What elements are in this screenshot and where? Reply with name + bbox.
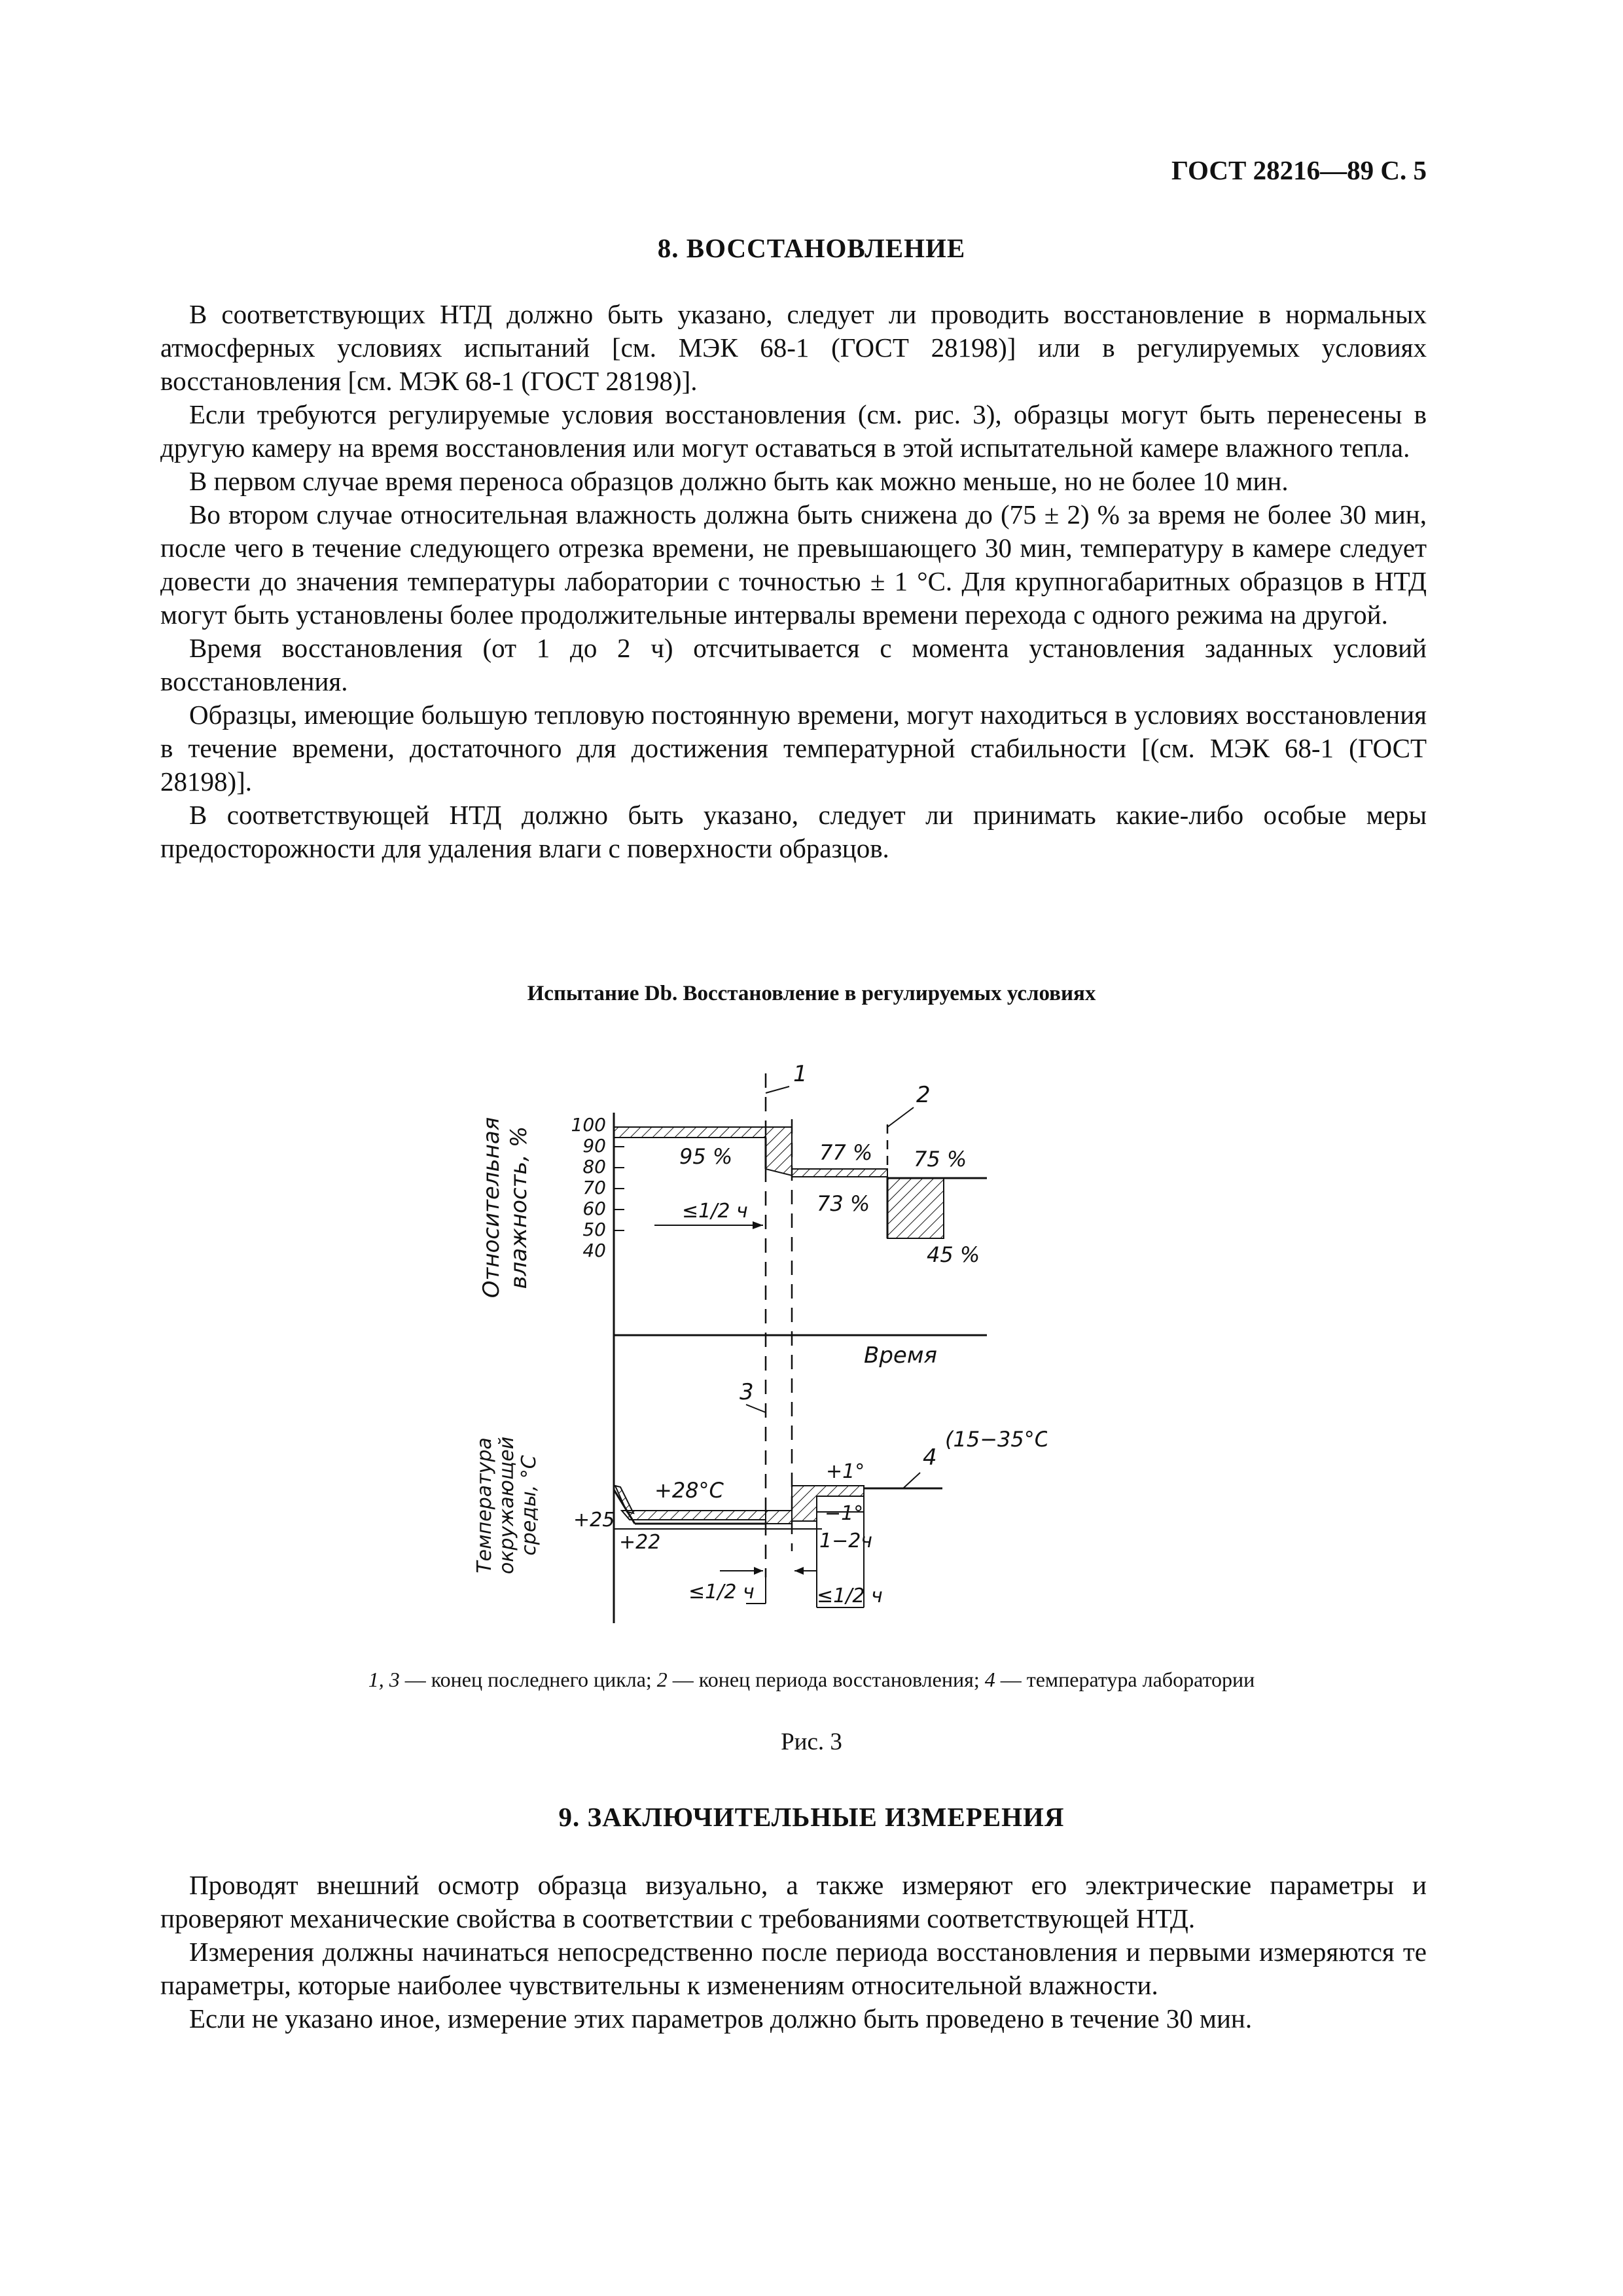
temperature-axis-label: окружающей <box>495 1436 518 1575</box>
svg-text:40: 40 <box>582 1240 606 1261</box>
svg-text:80: 80 <box>582 1156 606 1177</box>
rh-73-label: 73 % <box>817 1191 870 1216</box>
caption-part: — конец последнего цикла; <box>399 1668 657 1691</box>
section-8-body <box>160 298 1427 865</box>
caption-part: 1, 3 <box>368 1668 400 1691</box>
hours-1-2-label: 1−2ч <box>819 1530 873 1552</box>
temp-22-label: +22 <box>619 1531 661 1554</box>
plus-1-label: +1° <box>826 1460 865 1483</box>
humidity-axis-label: влажность, % <box>506 1126 532 1289</box>
paragraph: В соответствующих НТД должно быть указано, следует ли проводить восстановление в нормальных атмосферных условиях испытаний [см. МЭК 68-1 (ГОСТ 28198)] или в регулируемых условиях восстановления [см. МЭК 68-1 (ГОСТ 28198)]. <box>160 299 1427 396</box>
figure-caption <box>0 1668 1623 1692</box>
rh-75-label: 75 % <box>914 1147 967 1172</box>
half-hour-label-1: ≤1/2 ч <box>682 1200 748 1223</box>
svg-text:60: 60 <box>582 1198 606 1219</box>
callout-4: 4 <box>923 1444 937 1471</box>
rh-45-label: 45 % <box>927 1242 980 1267</box>
paragraph: Время восстановления (от 1 до 2 ч) отсчитывается с момента установления заданных условий восстановления. <box>160 633 1427 696</box>
caption-part: — конец периода восстановления; <box>667 1668 985 1691</box>
section-8-title: 8. ВОССТАНОВЛЕНИЕ <box>657 233 966 263</box>
svg-text:100: 100 <box>571 1114 606 1136</box>
minus-1-label: −1° <box>825 1502 864 1525</box>
rh-95-label: 95 % <box>679 1144 733 1169</box>
humidity-axis-label: Относительная <box>478 1117 505 1299</box>
paragraph: Образцы, имеющие большую тепловую постоянную времени, могут находиться в условиях восстановления в течение времени, достаточного для достижения температурной стабильности [(см. МЭК 68-1 (ГОСТ 28198)]. <box>160 700 1427 797</box>
lab-range-label: (15−35°С) <box>945 1427 1047 1452</box>
paragraph: Если требуются регулируемые условия восстановления (см. рис. 3), образцы могут быть перенесены в другую камеру на время восстановления или могут оставаться в этой испытательной камере влажного тепла. <box>160 399 1427 463</box>
callout-1: 1 <box>793 1061 808 1087</box>
figure-title: Испытание Db. Восстановление в регулируемых условиях <box>527 982 1096 1005</box>
temperature-axis-label: Температура <box>473 1437 496 1573</box>
humidity-curve <box>614 1127 987 1238</box>
section-9-title: 9. ЗАКЛЮЧИТЕЛЬНЫЕ ИЗМЕРЕНИЯ <box>558 1802 1065 1832</box>
half-hour-label-3: ≤1/2 ч <box>817 1585 883 1607</box>
svg-text:50: 50 <box>582 1219 606 1240</box>
section-9-body <box>160 1869 1427 2036</box>
callout-3: 3 <box>740 1379 754 1405</box>
recovery-diagram <box>458 1054 1047 1630</box>
temp-25-label: +25 <box>573 1509 615 1532</box>
figure-number: Рис. 3 <box>781 1729 842 1755</box>
paragraph: В соответствующей НТД должно быть указано, следует ли принимать какие-либо особые меры предосторожности для удаления влаги с поверхности образцов. <box>160 800 1427 863</box>
half-hour-label-2: ≤1/2 ч <box>688 1581 755 1604</box>
paragraph: Во втором случае относительная влажность должна быть снижена до (75 ± 2) % за время не более 30 мин, после чего в течение следующего отрезка времени, не превышающего 30 мин, температуру в камере следует довести до значения температуры лаборатории с точностью ± 1 °С. Для крупногабаритных образцов в НТД могут быть установлены более продолжительные интервалы времени перехода с одного режима на другой. <box>160 499 1427 630</box>
paragraph: Измерения должны начинаться непосредственно после периода восстановления и первыми измеряются те параметры, которые наиболее чувствительны к изменениям относительной влажности. <box>160 1937 1427 2000</box>
document-header: ГОСТ 28216—89 С. 5 <box>1171 155 1427 185</box>
svg-text:90: 90 <box>582 1135 606 1157</box>
temp-28-label: +28°С <box>654 1478 724 1503</box>
caption-part: 2 <box>656 1668 668 1691</box>
callout-2: 2 <box>916 1082 931 1108</box>
caption-part: 4 <box>984 1668 995 1691</box>
svg-text:70: 70 <box>582 1177 606 1198</box>
paragraph: Проводят внешний осмотр образца визуально, а также измеряют его электрические параметры и проверяют механические свойства в соответствии с требованиями соответствующей НТД. <box>160 1870 1427 1933</box>
time-axis-label: Время <box>864 1342 937 1369</box>
paragraph: Если не указано иное, измерение этих параметров должно быть проведено в течение 30 мин. <box>189 2003 1253 2034</box>
temperature-axis-label: среды, °С <box>518 1455 541 1556</box>
rh-77-label: 77 % <box>819 1140 873 1165</box>
caption-part: — температура лаборатории <box>995 1668 1255 1691</box>
paragraph: В первом случае время переноса образцов должно быть как можно меньше, но не более 10 мин. <box>189 466 1289 496</box>
